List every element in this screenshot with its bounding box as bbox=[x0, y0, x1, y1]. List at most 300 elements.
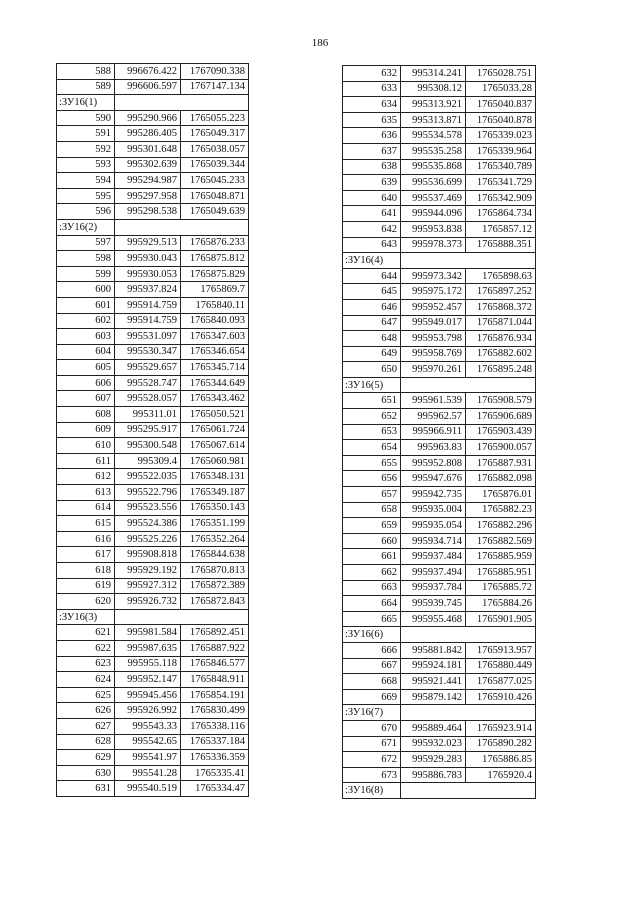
point-number: 612 bbox=[57, 469, 115, 485]
y-coordinate: 1765040.878 bbox=[466, 112, 536, 128]
point-number: 617 bbox=[57, 547, 115, 563]
x-coordinate: 995528.057 bbox=[115, 391, 181, 407]
y-coordinate: 1765344.649 bbox=[181, 375, 249, 391]
section-row bbox=[57, 95, 249, 111]
x-coordinate: 995929.513 bbox=[115, 235, 181, 251]
y-coordinate: 1765061.724 bbox=[181, 422, 249, 438]
table-row bbox=[57, 531, 249, 547]
table-row bbox=[343, 502, 536, 518]
point-number: 672 bbox=[343, 752, 401, 768]
y-coordinate: 1765848.911 bbox=[181, 672, 249, 688]
y-coordinate: 1765875.829 bbox=[181, 266, 249, 282]
table-row bbox=[57, 141, 249, 157]
point-number: 623 bbox=[57, 656, 115, 672]
y-coordinate: 1765888.351 bbox=[466, 237, 536, 253]
point-number: 635 bbox=[343, 112, 401, 128]
x-coordinate: 995542.65 bbox=[115, 734, 181, 750]
section-label: :ЗУ16(1) bbox=[57, 95, 115, 111]
point-number: 626 bbox=[57, 703, 115, 719]
y-coordinate: 1765887.931 bbox=[466, 455, 536, 471]
y-coordinate: 1765846.577 bbox=[181, 656, 249, 672]
x-coordinate: 995889.464 bbox=[401, 720, 466, 736]
table-row bbox=[343, 580, 536, 596]
x-coordinate: 995300.548 bbox=[115, 438, 181, 454]
point-number: 606 bbox=[57, 375, 115, 391]
point-number: 604 bbox=[57, 344, 115, 360]
point-number: 662 bbox=[343, 565, 401, 581]
point-number: 625 bbox=[57, 687, 115, 703]
point-number: 590 bbox=[57, 110, 115, 126]
table-row bbox=[343, 284, 536, 300]
table-row bbox=[343, 393, 536, 409]
x-coordinate: 995973.342 bbox=[401, 268, 466, 284]
point-number: 593 bbox=[57, 157, 115, 173]
x-coordinate: 995541.97 bbox=[115, 750, 181, 766]
table-row bbox=[343, 549, 536, 565]
y-coordinate: 1765892.451 bbox=[181, 625, 249, 641]
table-row bbox=[57, 547, 249, 563]
x-coordinate: 995935.054 bbox=[401, 518, 466, 534]
y-coordinate: 1765335.41 bbox=[181, 765, 249, 781]
x-coordinate: 995949.017 bbox=[401, 315, 466, 331]
x-coordinate: 995535.258 bbox=[401, 143, 466, 159]
y-coordinate: 1765886.85 bbox=[466, 752, 536, 768]
y-coordinate: 1765882.296 bbox=[466, 518, 536, 534]
y-coordinate: 1765348.131 bbox=[181, 469, 249, 485]
point-number: 664 bbox=[343, 596, 401, 612]
x-coordinate: 995294.987 bbox=[115, 173, 181, 189]
table-row bbox=[57, 407, 249, 423]
x-coordinate: 995529.657 bbox=[115, 360, 181, 376]
x-coordinate: 995886.783 bbox=[401, 767, 466, 783]
x-coordinate: 995309.4 bbox=[115, 453, 181, 469]
table-row bbox=[343, 455, 536, 471]
x-coordinate: 995952.147 bbox=[115, 672, 181, 688]
table-row bbox=[57, 485, 249, 501]
table-row bbox=[343, 424, 536, 440]
point-number: 619 bbox=[57, 578, 115, 594]
point-number: 592 bbox=[57, 141, 115, 157]
point-number: 636 bbox=[343, 128, 401, 144]
y-coordinate: 1765897.252 bbox=[466, 284, 536, 300]
point-number: 610 bbox=[57, 438, 115, 454]
x-coordinate: 995530.347 bbox=[115, 344, 181, 360]
section-label: :ЗУ16(4) bbox=[343, 253, 401, 269]
table-row bbox=[343, 81, 536, 97]
x-coordinate: 995947.676 bbox=[401, 471, 466, 487]
x-coordinate: 995935.004 bbox=[401, 502, 466, 518]
point-number: 621 bbox=[57, 625, 115, 641]
table-row bbox=[57, 251, 249, 267]
y-coordinate: 1765875.812 bbox=[181, 251, 249, 267]
x-coordinate: 995525.226 bbox=[115, 531, 181, 547]
point-number: 618 bbox=[57, 563, 115, 579]
x-coordinate: 995531.097 bbox=[115, 329, 181, 345]
point-number: 652 bbox=[343, 409, 401, 425]
empty-cell bbox=[401, 377, 536, 393]
point-number: 661 bbox=[343, 549, 401, 565]
point-number: 597 bbox=[57, 235, 115, 251]
x-coordinate: 995297.958 bbox=[115, 188, 181, 204]
point-number: 668 bbox=[343, 674, 401, 690]
table-row bbox=[343, 221, 536, 237]
point-number: 609 bbox=[57, 422, 115, 438]
section-row bbox=[57, 609, 249, 625]
x-coordinate: 995523.556 bbox=[115, 500, 181, 516]
x-coordinate: 995313.871 bbox=[401, 112, 466, 128]
y-coordinate: 1765055.223 bbox=[181, 110, 249, 126]
table-row bbox=[343, 720, 536, 736]
point-number: 599 bbox=[57, 266, 115, 282]
y-coordinate: 1765038.057 bbox=[181, 141, 249, 157]
table-row bbox=[343, 440, 536, 456]
y-coordinate: 1765920.4 bbox=[466, 767, 536, 783]
table-row bbox=[343, 190, 536, 206]
y-coordinate: 1765864.734 bbox=[466, 206, 536, 222]
y-coordinate: 1765868.372 bbox=[466, 299, 536, 315]
table-row bbox=[343, 159, 536, 175]
y-coordinate: 1765343.462 bbox=[181, 391, 249, 407]
point-number: 608 bbox=[57, 407, 115, 423]
x-coordinate: 995937.784 bbox=[401, 580, 466, 596]
x-coordinate: 995881.842 bbox=[401, 642, 466, 658]
empty-cell bbox=[401, 627, 536, 643]
table-row bbox=[343, 674, 536, 690]
table-row bbox=[343, 487, 536, 503]
table-row bbox=[57, 422, 249, 438]
section-row bbox=[343, 253, 536, 269]
table-row bbox=[343, 97, 536, 113]
table-row bbox=[343, 175, 536, 191]
y-coordinate: 1765347.603 bbox=[181, 329, 249, 345]
x-coordinate: 995952.457 bbox=[401, 299, 466, 315]
x-coordinate: 995311.01 bbox=[115, 407, 181, 423]
table-row bbox=[57, 734, 249, 750]
table-row bbox=[343, 206, 536, 222]
x-coordinate: 995908.818 bbox=[115, 547, 181, 563]
table-row bbox=[57, 126, 249, 142]
point-number: 642 bbox=[343, 221, 401, 237]
table-row bbox=[57, 469, 249, 485]
x-coordinate: 995944.096 bbox=[401, 206, 466, 222]
table-row bbox=[57, 625, 249, 641]
point-number: 670 bbox=[343, 720, 401, 736]
x-coordinate: 995987.635 bbox=[115, 640, 181, 656]
x-coordinate: 995929.283 bbox=[401, 752, 466, 768]
table-row bbox=[57, 672, 249, 688]
x-coordinate: 995953.798 bbox=[401, 331, 466, 347]
point-number: 643 bbox=[343, 237, 401, 253]
coordinates-table-left bbox=[56, 63, 249, 797]
y-coordinate: 1765028.751 bbox=[466, 66, 536, 82]
table-row bbox=[343, 143, 536, 159]
y-coordinate: 1765923.914 bbox=[466, 720, 536, 736]
point-number: 614 bbox=[57, 500, 115, 516]
section-row bbox=[343, 377, 536, 393]
point-number: 666 bbox=[343, 642, 401, 658]
x-coordinate: 995543.33 bbox=[115, 718, 181, 734]
y-coordinate: 1767090.338 bbox=[181, 64, 249, 80]
y-coordinate: 1765872.843 bbox=[181, 594, 249, 610]
x-coordinate: 995981.584 bbox=[115, 625, 181, 641]
section-label: :ЗУ16(8) bbox=[343, 783, 401, 799]
y-coordinate: 1765870.813 bbox=[181, 563, 249, 579]
y-coordinate: 1765880.449 bbox=[466, 658, 536, 674]
x-coordinate: 995537.469 bbox=[401, 190, 466, 206]
point-number: 641 bbox=[343, 206, 401, 222]
y-coordinate: 1765039.344 bbox=[181, 157, 249, 173]
table-row bbox=[57, 656, 249, 672]
point-number: 648 bbox=[343, 331, 401, 347]
table-row bbox=[343, 518, 536, 534]
x-coordinate: 996676.422 bbox=[115, 64, 181, 80]
y-coordinate: 1765890.282 bbox=[466, 736, 536, 752]
point-number: 638 bbox=[343, 159, 401, 175]
y-coordinate: 1765872.389 bbox=[181, 578, 249, 594]
empty-cell bbox=[115, 219, 249, 235]
x-coordinate: 995535.868 bbox=[401, 159, 466, 175]
table-row bbox=[57, 781, 249, 797]
x-coordinate: 995298.538 bbox=[115, 204, 181, 220]
table-row bbox=[343, 299, 536, 315]
x-coordinate: 995937.484 bbox=[401, 549, 466, 565]
y-coordinate: 1765341.729 bbox=[466, 175, 536, 191]
table-row bbox=[57, 360, 249, 376]
y-coordinate: 1765882.098 bbox=[466, 471, 536, 487]
y-coordinate: 1765350.143 bbox=[181, 500, 249, 516]
table-row bbox=[343, 642, 536, 658]
y-coordinate: 1765869.7 bbox=[181, 282, 249, 298]
y-coordinate: 1765048.871 bbox=[181, 188, 249, 204]
point-number: 671 bbox=[343, 736, 401, 752]
section-row bbox=[343, 783, 536, 799]
y-coordinate: 1767147.134 bbox=[181, 79, 249, 95]
table-row bbox=[57, 391, 249, 407]
point-number: 633 bbox=[343, 81, 401, 97]
point-number: 660 bbox=[343, 533, 401, 549]
point-number: 600 bbox=[57, 282, 115, 298]
coordinates-table-right bbox=[342, 65, 536, 799]
point-number: 605 bbox=[57, 360, 115, 376]
table-row bbox=[57, 329, 249, 345]
x-coordinate: 995541.28 bbox=[115, 765, 181, 781]
y-coordinate: 1765060.981 bbox=[181, 453, 249, 469]
y-coordinate: 1765900.057 bbox=[466, 440, 536, 456]
x-coordinate: 995921.441 bbox=[401, 674, 466, 690]
point-number: 656 bbox=[343, 471, 401, 487]
x-coordinate: 995536.699 bbox=[401, 175, 466, 191]
y-coordinate: 1765876.01 bbox=[466, 487, 536, 503]
table-row bbox=[57, 687, 249, 703]
point-number: 601 bbox=[57, 297, 115, 313]
point-number: 632 bbox=[343, 66, 401, 82]
table-row bbox=[57, 453, 249, 469]
y-coordinate: 1765882.23 bbox=[466, 502, 536, 518]
table-body-left bbox=[57, 64, 249, 797]
point-number: 589 bbox=[57, 79, 115, 95]
x-coordinate: 995302.639 bbox=[115, 157, 181, 173]
y-coordinate: 1765346.654 bbox=[181, 344, 249, 360]
table-row bbox=[343, 128, 536, 144]
point-number: 646 bbox=[343, 299, 401, 315]
y-coordinate: 1765854.191 bbox=[181, 687, 249, 703]
point-number: 596 bbox=[57, 204, 115, 220]
table-row bbox=[343, 346, 536, 362]
point-number: 659 bbox=[343, 518, 401, 534]
y-coordinate: 1765898.63 bbox=[466, 268, 536, 284]
x-coordinate: 995961.539 bbox=[401, 393, 466, 409]
x-coordinate: 995937.494 bbox=[401, 565, 466, 581]
x-coordinate: 995975.172 bbox=[401, 284, 466, 300]
table-row bbox=[57, 64, 249, 80]
table-row bbox=[343, 237, 536, 253]
y-coordinate: 1765049.639 bbox=[181, 204, 249, 220]
x-coordinate: 995952.808 bbox=[401, 455, 466, 471]
x-coordinate: 995937.824 bbox=[115, 282, 181, 298]
table-row bbox=[57, 266, 249, 282]
y-coordinate: 1765067.614 bbox=[181, 438, 249, 454]
x-coordinate: 995301.648 bbox=[115, 141, 181, 157]
y-coordinate: 1765857.12 bbox=[466, 221, 536, 237]
section-label: :ЗУ16(6) bbox=[343, 627, 401, 643]
x-coordinate: 995942.735 bbox=[401, 487, 466, 503]
x-coordinate: 995914.759 bbox=[115, 313, 181, 329]
section-label: :ЗУ16(3) bbox=[57, 609, 115, 625]
table-row bbox=[57, 204, 249, 220]
x-coordinate: 995924.181 bbox=[401, 658, 466, 674]
point-number: 607 bbox=[57, 391, 115, 407]
empty-cell bbox=[115, 609, 249, 625]
table-row bbox=[343, 611, 536, 627]
y-coordinate: 1765913.957 bbox=[466, 642, 536, 658]
x-coordinate: 995927.312 bbox=[115, 578, 181, 594]
table-row bbox=[343, 112, 536, 128]
x-coordinate: 995313.921 bbox=[401, 97, 466, 113]
table-row bbox=[343, 315, 536, 331]
x-coordinate: 995932.023 bbox=[401, 736, 466, 752]
x-coordinate: 995522.796 bbox=[115, 485, 181, 501]
table-row bbox=[57, 375, 249, 391]
point-number: 657 bbox=[343, 487, 401, 503]
point-number: 602 bbox=[57, 313, 115, 329]
point-number: 651 bbox=[343, 393, 401, 409]
table-row bbox=[57, 344, 249, 360]
point-number: 616 bbox=[57, 531, 115, 547]
point-number: 655 bbox=[343, 455, 401, 471]
table-row bbox=[57, 188, 249, 204]
y-coordinate: 1765885.959 bbox=[466, 549, 536, 565]
point-number: 645 bbox=[343, 284, 401, 300]
y-coordinate: 1765352.264 bbox=[181, 531, 249, 547]
table-row bbox=[343, 689, 536, 705]
y-coordinate: 1765339.964 bbox=[466, 143, 536, 159]
y-coordinate: 1765908.579 bbox=[466, 393, 536, 409]
y-coordinate: 1765033.28 bbox=[466, 81, 536, 97]
y-coordinate: 1765040.837 bbox=[466, 97, 536, 113]
section-row bbox=[343, 627, 536, 643]
table-row bbox=[57, 578, 249, 594]
table-row bbox=[343, 565, 536, 581]
section-label: :ЗУ16(7) bbox=[343, 705, 401, 721]
y-coordinate: 1765906.689 bbox=[466, 409, 536, 425]
point-number: 588 bbox=[57, 64, 115, 80]
point-number: 667 bbox=[343, 658, 401, 674]
point-number: 639 bbox=[343, 175, 401, 191]
table-row bbox=[57, 718, 249, 734]
y-coordinate: 1765049.317 bbox=[181, 126, 249, 142]
x-coordinate: 995879.142 bbox=[401, 689, 466, 705]
y-coordinate: 1765884.26 bbox=[466, 596, 536, 612]
table-row bbox=[343, 471, 536, 487]
point-number: 613 bbox=[57, 485, 115, 501]
page-number: 186 bbox=[311, 37, 329, 49]
point-number: 637 bbox=[343, 143, 401, 159]
point-number: 630 bbox=[57, 765, 115, 781]
point-number: 622 bbox=[57, 640, 115, 656]
y-coordinate: 1765887.922 bbox=[181, 640, 249, 656]
x-coordinate: 995524.386 bbox=[115, 516, 181, 532]
x-coordinate: 995540.519 bbox=[115, 781, 181, 797]
table-row bbox=[343, 596, 536, 612]
table-row bbox=[343, 767, 536, 783]
x-coordinate: 995958.769 bbox=[401, 346, 466, 362]
empty-cell bbox=[401, 705, 536, 721]
y-coordinate: 1765338.116 bbox=[181, 718, 249, 734]
table-row bbox=[57, 640, 249, 656]
y-coordinate: 1765334.47 bbox=[181, 781, 249, 797]
x-coordinate: 995926.732 bbox=[115, 594, 181, 610]
table-row bbox=[57, 235, 249, 251]
table-row bbox=[57, 750, 249, 766]
point-number: 594 bbox=[57, 173, 115, 189]
x-coordinate: 996606.597 bbox=[115, 79, 181, 95]
y-coordinate: 1765876.934 bbox=[466, 331, 536, 347]
table-row bbox=[343, 658, 536, 674]
x-coordinate: 995314.241 bbox=[401, 66, 466, 82]
point-number: 634 bbox=[343, 97, 401, 113]
point-number: 627 bbox=[57, 718, 115, 734]
x-coordinate: 995930.043 bbox=[115, 251, 181, 267]
x-coordinate: 995930.053 bbox=[115, 266, 181, 282]
point-number: 647 bbox=[343, 315, 401, 331]
table-row bbox=[57, 516, 249, 532]
table-row bbox=[57, 500, 249, 516]
y-coordinate: 1765876.233 bbox=[181, 235, 249, 251]
point-number: 650 bbox=[343, 362, 401, 378]
y-coordinate: 1765337.184 bbox=[181, 734, 249, 750]
point-number: 631 bbox=[57, 781, 115, 797]
point-number: 611 bbox=[57, 453, 115, 469]
table-body-right bbox=[343, 66, 536, 799]
y-coordinate: 1765830.499 bbox=[181, 703, 249, 719]
point-number: 628 bbox=[57, 734, 115, 750]
y-coordinate: 1765840.093 bbox=[181, 313, 249, 329]
x-coordinate: 995914.759 bbox=[115, 297, 181, 313]
table-row bbox=[343, 752, 536, 768]
table-row bbox=[57, 594, 249, 610]
y-coordinate: 1765045.233 bbox=[181, 173, 249, 189]
point-number: 624 bbox=[57, 672, 115, 688]
x-coordinate: 995290.966 bbox=[115, 110, 181, 126]
y-coordinate: 1765351.199 bbox=[181, 516, 249, 532]
x-coordinate: 995926.992 bbox=[115, 703, 181, 719]
x-coordinate: 995970.261 bbox=[401, 362, 466, 378]
table-row bbox=[343, 736, 536, 752]
y-coordinate: 1765349.187 bbox=[181, 485, 249, 501]
point-number: 629 bbox=[57, 750, 115, 766]
x-coordinate: 995929.192 bbox=[115, 563, 181, 579]
y-coordinate: 1765844.638 bbox=[181, 547, 249, 563]
